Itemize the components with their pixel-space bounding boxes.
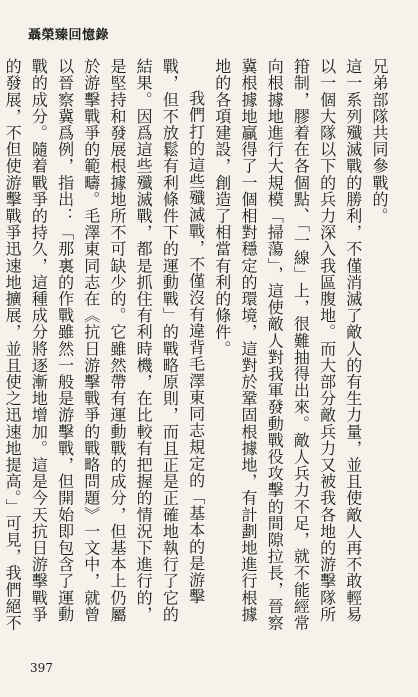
page-title: 聶榮臻回憶錄 <box>28 28 110 43</box>
paragraph-3: 我們打的這些殲滅戰，不僅沒有違背毛澤東同志規定的「基本的是游擊戰，但不放鬆有利條件下的運動戰」的戰略原則，而且正是正確地執行了它的結果。因爲這些殲滅戰，都是抓住有利時機，在比較有把握的情況下進行的，是堅持和發展根據地所不可缺少的。它雖然帶有運動戰的成分，但基本上仍屬於游擊戰爭的範疇。毛澤東同志在《抗日游擊戰爭的戰略問題》一文中，就曾以晉察冀爲例，指出：「那裏的作戰雖然一般是游擊戰，但開始即包含了運動戰的成分。隨着戰爭的持久，這種成分將逐漸地增加。這是今天抗日游擊戰爭的發展，不但使游擊戰爭迅速地擴展，並且使之迅速地提高。」可見，我們絕不 <box>3 58 206 631</box>
body-text <box>3 58 392 633</box>
page-number: 397 <box>30 661 53 675</box>
paragraph-2: 這一系列殲滅戰的勝利，不僅消滅了敵人的有生力量，並且使敵人再不敢輕易以一個大隊以下的兵力深入我區腹地。而大部分敵兵力又被我各地的游擊隊所箝制，膠着在各個點、「一線」上，很難抽得出來。敵人兵力不足，就不能經常向根據地進行大規模「掃蕩」，這使敵人對我軍發動戰役攻擊的間隙拉長，晉察冀根據地贏得了一個相對穩定的環境，這對於鞏固根據地，有計劃地進行根據地的各項建設，創造了相當有利的條件。 <box>212 58 363 631</box>
paragraph-1: 兄弟部隊共同參戰的。 <box>370 58 389 224</box>
